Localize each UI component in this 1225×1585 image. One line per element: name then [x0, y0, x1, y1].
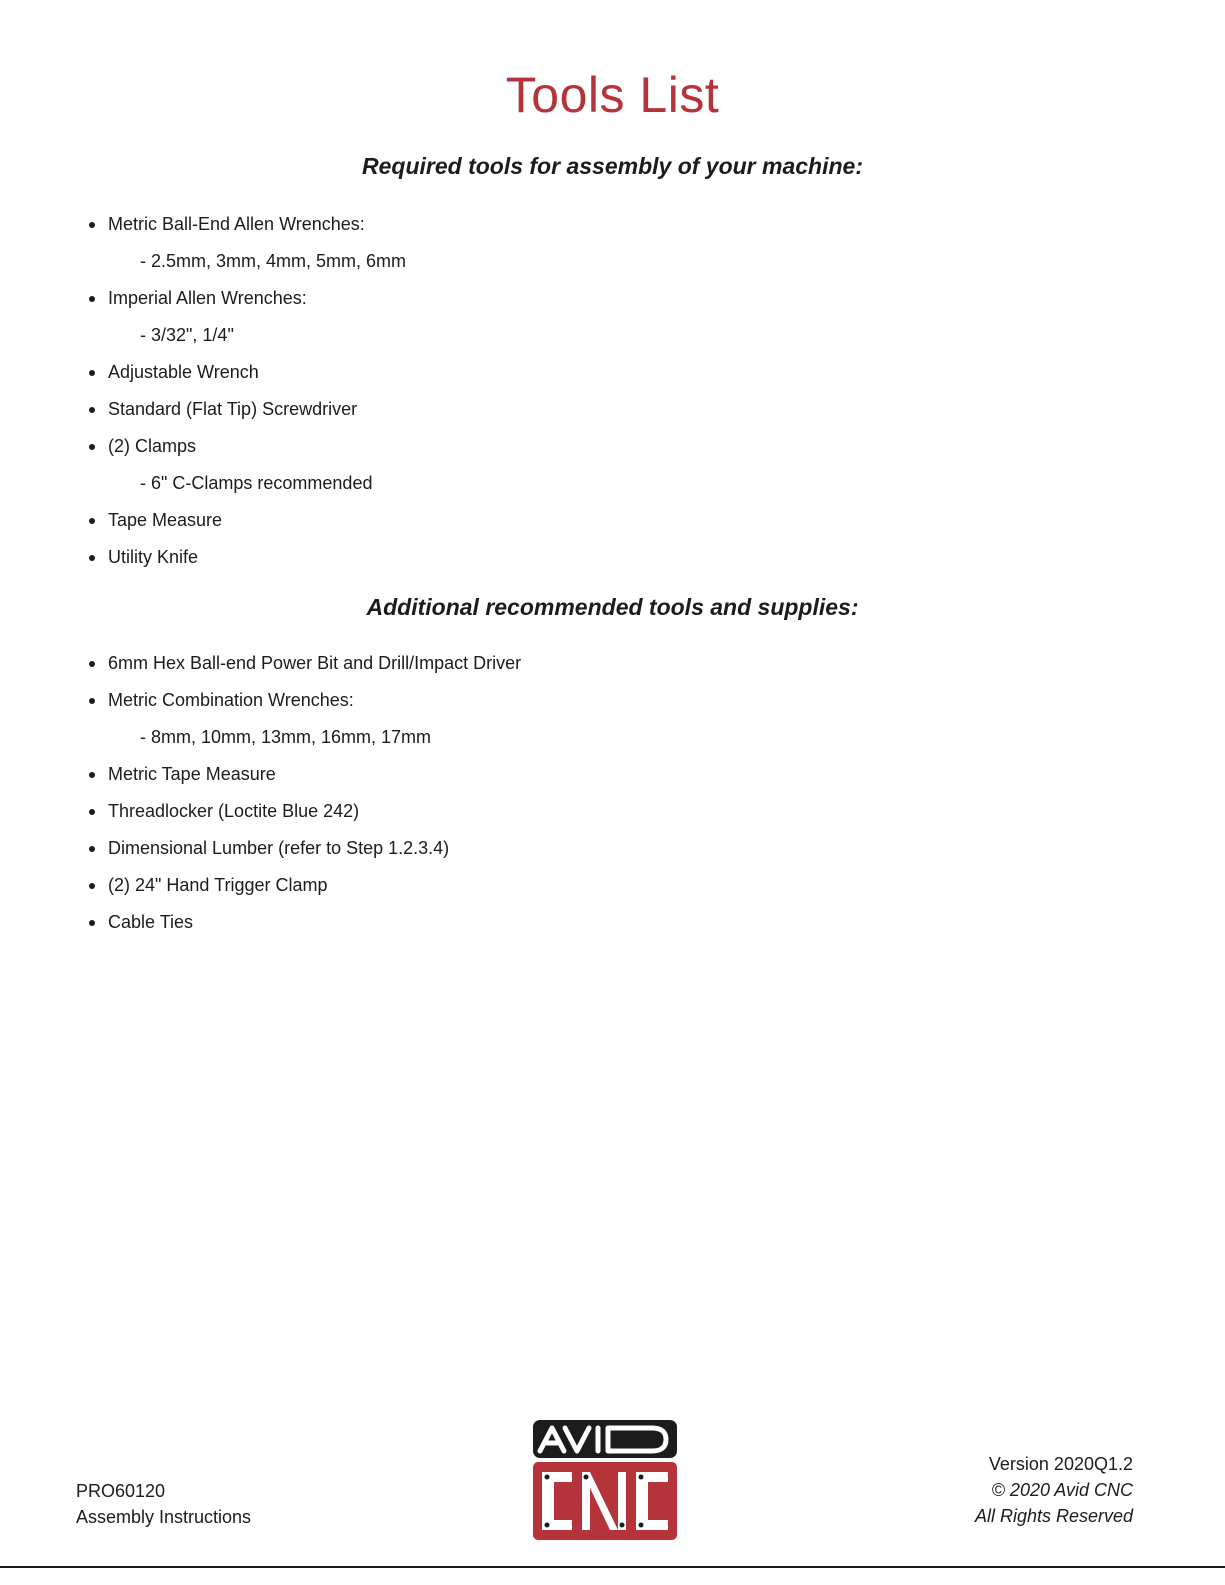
list-item-text: Adjustable Wrench	[108, 362, 259, 382]
list-sub-item	[88, 324, 406, 361]
list-item-text: Metric Combination Wrenches:	[108, 690, 354, 710]
list-item-text: Cable Ties	[108, 912, 194, 932]
list-item-text: (2) Clamps	[108, 436, 197, 456]
list-item	[88, 689, 521, 726]
additional-tools-list	[88, 652, 521, 948]
list-item-text: 6mm Hex Ball-end Power Bit and Drill/Impact Driver	[108, 653, 522, 673]
copyright-label: © 2020 Avid CNC	[991, 1480, 1133, 1500]
list-item-text: Metric Tape Measure	[108, 764, 276, 784]
list-item	[88, 213, 406, 250]
required-tools-list	[88, 213, 406, 583]
list-item-text: Dimensional Lumber (refer to Step 1.2.3.4)	[108, 838, 450, 858]
rights-label: All Rights Reserved	[974, 1506, 1133, 1526]
list-item-text: Tape Measure	[108, 510, 223, 530]
list-item	[88, 837, 521, 874]
list-item-text: Metric Ball-End Allen Wrenches:	[108, 214, 365, 234]
list-item-text: Imperial Allen Wrenches:	[108, 288, 307, 308]
list-item-text: Standard (Flat Tip) Screwdriver	[108, 399, 358, 419]
required-tools-heading: Required tools for assembly of your machine:	[362, 153, 863, 179]
document-type: Assembly Instructions	[76, 1507, 252, 1527]
list-item-text: Utility Knife	[108, 547, 199, 567]
list-item	[88, 652, 521, 689]
list-item-text: (2) 24" Hand Trigger Clamp	[108, 875, 328, 895]
version-label: Version 2020Q1.2	[988, 1454, 1133, 1474]
page-title: Tools List	[505, 67, 720, 123]
list-item	[88, 874, 521, 911]
list-item	[88, 800, 521, 837]
list-sub-item	[88, 250, 406, 287]
footer-right	[975, 1451, 1133, 1529]
bottom-rule	[0, 1566, 1225, 1568]
list-item-text: Threadlocker (Loctite Blue 242)	[108, 801, 360, 821]
additional-tools-heading: Additional recommended tools and supplies:	[366, 594, 859, 620]
list-item	[88, 763, 521, 800]
list-item	[88, 546, 406, 583]
list-item	[88, 398, 406, 435]
footer-left	[76, 1478, 251, 1530]
list-item-text: - 2.5mm, 3mm, 4mm, 5mm, 6mm	[140, 251, 407, 271]
list-item	[88, 911, 521, 948]
list-item-text: - 3/32", 1/4"	[140, 325, 234, 345]
avid-cnc-logo	[532, 1418, 678, 1542]
list-item	[88, 361, 406, 398]
list-item-text: - 6" C-Clamps recommended	[140, 473, 373, 493]
list-item	[88, 287, 406, 324]
list-sub-item	[88, 726, 521, 763]
list-sub-item	[88, 472, 406, 509]
part-number: PRO60120	[76, 1481, 166, 1501]
list-item	[88, 509, 406, 546]
list-item	[88, 435, 406, 472]
list-item-text: - 8mm, 10mm, 13mm, 16mm, 17mm	[140, 727, 432, 747]
